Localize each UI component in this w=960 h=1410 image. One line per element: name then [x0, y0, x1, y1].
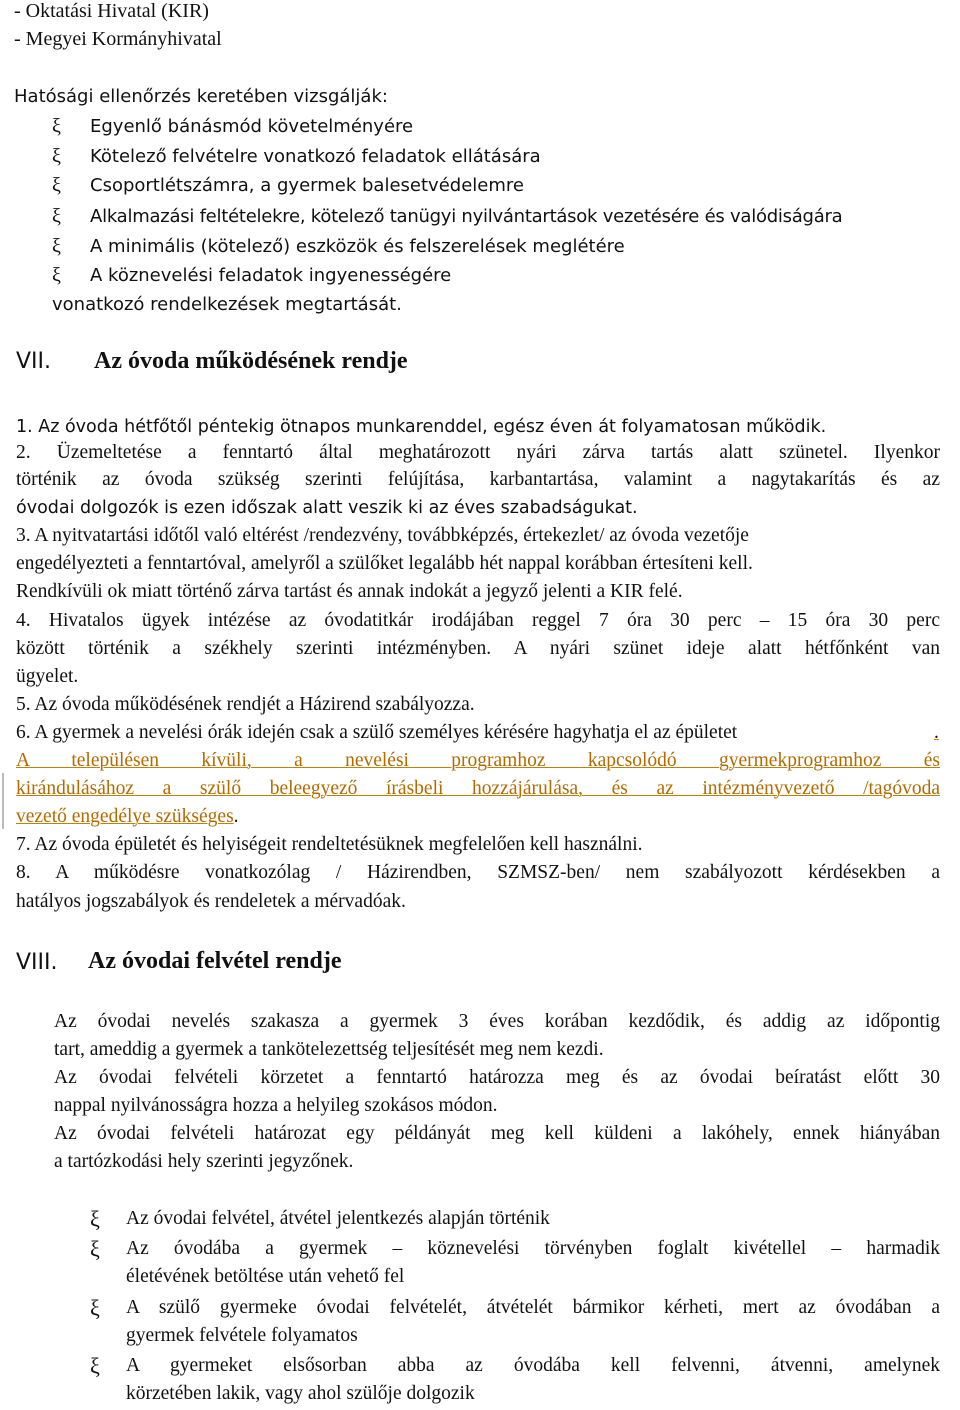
paragraph-line: nappal nyilvánosságra hozza a helyileg szokásos módon. [54, 1095, 498, 1116]
list-item-continuation: körzetében lakik, vagy ahol szülője dolgozik [126, 1383, 475, 1404]
inspection-closing: vonatkozó rendelkezések megtartását. [52, 294, 402, 315]
list-item: Az óvodai felvétel, átvétel jelentkezés alapján történik [126, 1208, 550, 1229]
section-number: VII. [16, 349, 52, 374]
paragraph-line: 1. Az óvoda hétfőtől péntekig ötnapos munkarenddel, egész éven át folyamatosan működik. [16, 417, 827, 437]
paragraph-line: hatályos jogszabályok és rendeletek a mérvadóak. [16, 891, 406, 912]
paragraph-line: 3. A nyitvatartási időtől való eltérést /rendezvény, továbbképzés, értekezlet/ az óvoda vezetője [16, 525, 749, 546]
list-item: Csoportlétszámra, a gyermek balesetvédelemre [90, 175, 524, 196]
inserted-text-line: vezető engedélye szükséges [16, 806, 234, 827]
paragraph-line [16, 806, 239, 828]
inspection-intro: Hatósági ellenőrzés keretében vizsgálják: [14, 86, 388, 107]
authority-line: - Oktatási Hivatal (KIR) [14, 0, 209, 22]
change-bar [2, 773, 4, 829]
paragraph-line: tart, ameddig a gyermek a tankötelezettség teljesítését meg nem kezdi. [54, 1039, 604, 1060]
list-item: A minimális (kötelező) eszközök és felszerelések meglétére [90, 236, 625, 257]
section-title: Az óvodai felvétel rendje [88, 948, 342, 974]
section-number: VIII. [16, 950, 58, 975]
paragraph-line: Rendkívüli ok miatt történő zárva tartást és annak indokát a jegyző jelenti a KIR felé. [16, 581, 683, 602]
list-item: Alkalmazási feltételekre, kötelező tanügyi nyilvántartások vezetésére és valódiságára [90, 206, 843, 227]
authority-line: - Megyei Kormányhivatal [14, 28, 222, 50]
paragraph-line: 8. A működésre vonatkozólag / Házirendben, SZMSZ-ben/ nem szabályozott kérdésekben a [16, 862, 940, 883]
paragraph-line: a tartózkodási hely szerinti jegyzőnek. [54, 1151, 354, 1172]
tracked-change-mark: . [934, 722, 939, 743]
section-title: Az óvoda működésének rendje [94, 348, 408, 374]
paragraph-line: történik az óvoda szükség szerinti felújítása, karbantartása, valamint a nagytakarítás és az [16, 469, 940, 490]
list-item: Az óvodába a gyermek – köznevelési törvényben foglalt kivétellel – harmadik [126, 1238, 940, 1259]
list-item-continuation: életévének betöltése után vehető fel [126, 1266, 405, 1287]
paragraph-line: között történik a székhely szerinti intézményben. A nyári szünet ideje alatt hétfőnként van [16, 638, 940, 659]
list-item: A köznevelési feladatok ingyenességére [90, 265, 452, 286]
list-item: Egyenlő bánásmód követelményére [90, 116, 414, 137]
xi-bullet-icon: ξ [90, 1295, 100, 1320]
xi-bullet-icon: ξ [52, 205, 61, 227]
list-item: Kötelező felvételre vonatkozó feladatok ellátására [90, 146, 541, 167]
paragraph-line: Az óvodai felvételi körzetet a fenntartó határozza meg és az óvodai beíratást előtt 30 [54, 1067, 940, 1088]
paragraph-line: 6. A gyermek a nevelési órák idején csak a szülő személyes kérésére hagyhatja el az épületet [16, 722, 738, 743]
xi-bullet-icon: ξ [52, 235, 61, 257]
paragraph-line: óvodai dolgozók is ezen időszak alatt veszik ki az éves szabadságukat. [16, 498, 638, 518]
list-item: A gyermeket elsősorban abba az óvodába kell felvenni, átvenni, amelynek [126, 1355, 940, 1376]
paragraph-line: 4. Hivatalos ügyek intézése az óvodatitkár irodájában reggel 7 óra 30 perc – 15 óra 30 perc [16, 610, 940, 631]
list-item-continuation: gyermek felvétele folyamatos [126, 1325, 358, 1346]
xi-bullet-icon: ξ [52, 115, 61, 137]
xi-bullet-icon: ξ [52, 145, 61, 167]
xi-bullet-icon: ξ [90, 1236, 100, 1261]
xi-bullet-icon: ξ [52, 264, 61, 286]
inserted-text-line: A településen kívüli, a nevelési programhoz kapcsolódó gyermekprogramhoz és [16, 750, 940, 771]
inserted-text-line: kirándulásához a szülő beleegyező írásbeli hozzájárulása, és az intézményvezető /tagóvoda [16, 778, 940, 799]
paragraph-line: Az óvodai nevelés szakasza a gyermek 3 éves korában kezdődik, és addig az időpontig [54, 1011, 940, 1032]
paragraph-line: ügyelet. [16, 666, 79, 687]
sentence-period: . [233, 806, 239, 827]
list-item: A szülő gyermeke óvodai felvételét, átvételét bármikor kérheti, mert az óvodában a [126, 1297, 940, 1318]
xi-bullet-icon: ξ [90, 1353, 100, 1378]
paragraph-line: engedélyezteti a fenntartóval, amelyről a szülőket legalább hét nappal korábban értesíteni kell. [16, 553, 753, 574]
paragraph-line: 2. Üzemeltetése a fenntartó által meghatározott nyári zárva tartás alatt szünetel. Ilyenkor [16, 442, 940, 463]
xi-bullet-icon: ξ [52, 174, 61, 196]
paragraph-line: 7. Az óvoda épületét és helyiségeit rendeltetésüknek megfelelően kell használni. [16, 834, 643, 855]
paragraph-line: Az óvodai felvételi határozat egy példányát meg kell küldeni a lakóhely, ennek hiányában [54, 1123, 940, 1144]
paragraph-line: 5. Az óvoda működésének rendjét a Házirend szabályozza. [16, 694, 475, 715]
xi-bullet-icon: ξ [90, 1206, 100, 1231]
